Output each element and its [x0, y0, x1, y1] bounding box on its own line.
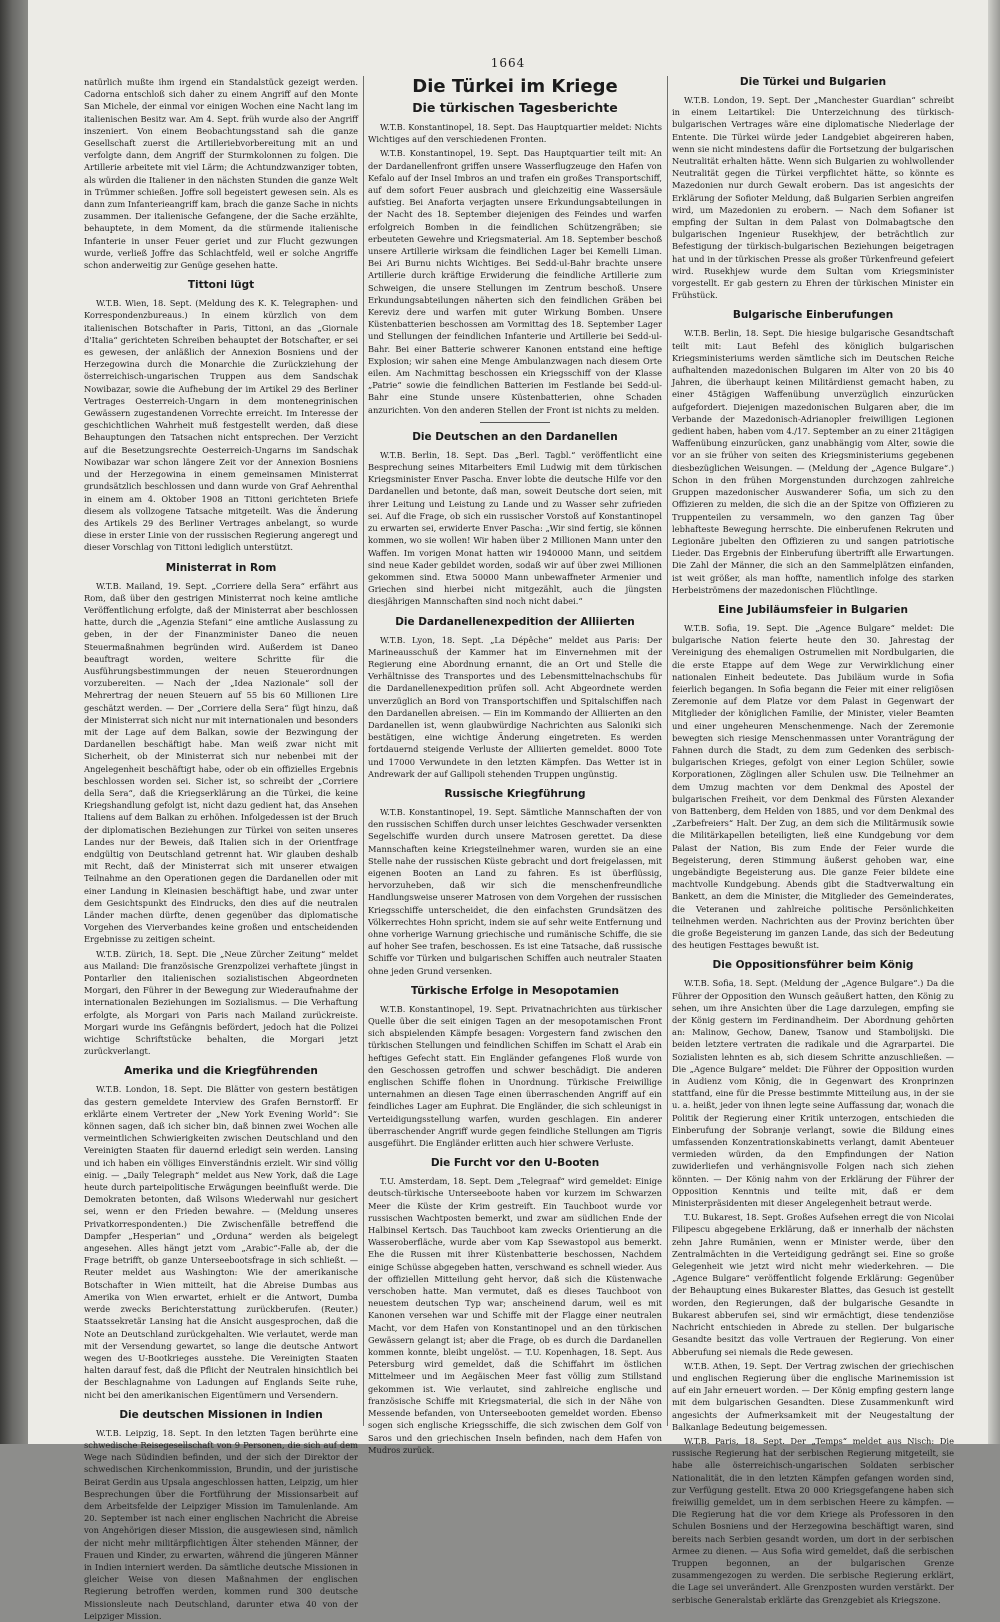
page-number: 1664: [490, 56, 526, 70]
column-right: [672, 76, 954, 1605]
article-paragraph: W.T.B. Zürich, 18. Sept. Die „Neue Zürcher Zeitung“ meldet aus Mailand: Die französische Grenzpolizei verhaftete jüngst in Pontarlier den italienischen sozialistischen Abgeordneten Morgari, den Führer in der Bewegung zur Wiederaufnahme der internationalen Beziehungen im Sozialismus. — Die Verhaftung erfolgte, als Morgari von Paris nach Mailand zurückreiste. Morgari wurde ins Gefängnis befördert, jedoch hat die Polizei wichtige Schriftstücke behalten, die Morgari jetzt zurückverlangt.: [84, 948, 358, 1057]
article-headline: Die Dardanellenexpedition der Alliierten: [395, 615, 635, 628]
article-paragraph: W.T.B. Sofia, 19. Sept. Die „Agence Bulgare“ meldet: Die bulgarische Nation feierte heute den 30. Jahrestag der Vereinigung des ehemaligen Ostrumelien mit Nordbulgarien, die die erste Etappe auf dem Wege zur Verwirklichung einer nationalen Einheit bedeutete. Das Jubiläum wurde in Sofia feierlich begangen. In Sofia begann die Feier mit einer religiösen Zeremonie auf dem Platze vor dem Palast in Gegenwart der Mitglieder der königlichen Familie, der Minister, vieler Beamten und einer ungeheuren Menschenmenge. Nach der Zeremonie bewegten sich riesige Menschenmassen unter Voranträgung der Fahnen durch die Stadt, zu dem zum Gedenken des serbisch-bulgarischen Krieges, gefolgt von einer Legion Schüler, sowie Korporationen, Zöglingen aller Schulen usw. Die Teilnehmer an dem Umzug machten vor dem Denkmal des Apostel der bulgarischen Freiheit, vor dem Denkmal des Fürsten Alexander von Battenberg, dem Helden von 1885, und vor dem Denkmal des „Zarbefreiers“ Halt. Der Zug, an dem sich die Militärmusik sowie die Militärkapellen beteiligten, ließ eine Kundgebung vor dem Palast der Nation, Bis zum Ende der Feier wurde die Begeisterung, deren Stimmung äußerst gehoben war, eine ungebändigte Begeisterung aus. Die ganze Feier bildete eine machtvolle Kundgebung. Abends gibt die Stadtverwaltung ein Bankett, an dem die Minister, die Mitglieder des Gemeinderates, die Veteranen und zahlreiche politische Persönlichkeiten teilnehmen werden. Nachrichten aus der Provinz berichten über die große Begeisterung im ganzen Lande, das sich der Bedeutung des heutigen Festtages bewußt ist.: [672, 622, 954, 951]
article-headline: Russische Kriegführung: [444, 787, 586, 800]
article-headline: Die Türkei und Bulgarien: [739, 76, 887, 88]
article-paragraph: T.U. Amsterdam, 18. Sept. Dem „Telegraaf“ wird gemeldet: Einige deutsch-türkische Unterseeboote haben vor kurzem im Schwarzen Meer die Küste der Krim gestreift. Ein Tauchboot wurde vor russischen Wachtposten bemerkt, und zwar am südlichen Ende der Halbinsel Kertsch. Das Tauchboot kam zwecks Orientierung an die Wasseroberfläche, wurde aber vom Kap Ssewastopol aus bemerkt. Ehe die Russen mit ihrer Küstenbatterie beschossen, Nachdem einige Schüsse abgegeben hatten, verschwand es schnell wieder. Aus der offiziellen Mitteilung geht hervor, daß sich die Küstenwache verschoben hatte. Man vermutet, daß es dieses Tauchboot von neuestem deutschen Typ war; anscheinend darum, weil es mit Kanonen versehen war und Schiffe mit der Flagge einer neutralen Macht, vor dem Hafen von Konstantinopel und an den türkischen Gewässern gelangt ist; aber die Frage, ob es durch die Dardanellen kommen konnte, bleibt ungelöst. — T.U. Kopenhagen, 18. Sept. Aus Petersburg wird gemeldet, daß die Schiffahrt im östlichen Mittelmeer und im Aegäischen Meer fast völlig zum Stillstand gekommen ist. Wie verlautet, sind zahlreiche englische und französische Schiffe mit Kriegsmaterial, die sich in der Nähe von Messende befanden, von Unterseebooten gemeldet worden. Ebenso sogen sich englische Kriegsschiffe, die sich zwischen dem Golf von Saros und den griechischen Inseln befinden, nach dem Hafen von Mudros zurück.: [368, 1176, 662, 1455]
article-paragraph: W.T.B. London, 18. Sept. Die Blätter von gestern bestätigen das gestern gemeldete Interview des Grafen Bernstorff. Er erklärte einem Vertreter der „New York Evening World“: Sie können sagen, daß ich sicher bin, daß binnen zwei Wochen alle vermeintlichen Schwierigkeiten zwischen Deutschland und den Vereinigten Staaten für dauernd erledigt sein werden. Lansing und ich haben ein völliges Einverständnis erzielt. Wir sind völlig einig. — „Daily Telegraph“ meldet aus New York, daß die Lage heute durch parteipolitische Erwägungen beeinflußt werde. Die Demokraten betonten, daß Wilsons Wiederwahl nur gesichert sei, wenn er den Frieden bewahre. — (Meldung unseres Privatkorrespondenten.) Die Zwischenfälle betreffend die Dampfer „Hesperian“ und „Orduna“ werden als beigelegt angesehen. Alles hängt jetzt vom „Arabic“-Falle ab, der die Frage betrifft, ob ganze Unterseebootsfrage in sich schließt. — Reuter meldet aus Washington: Wie der amerikanische Botschafter in Wien mitteilt, hat die Abreise Dumbas aus Amerika von Wien erwartet, erhielt er die Antwort, Dumba werde zwecks Berichterstattung zurückberufen. (Reuter.) Staatssekretär Lansing hat die Ansicht ausgesprochen, daß die Note an Deutschland zurückgehalten. Wie verlautet, werde man mit der Versendung gewartet, so lange die deutsche Antwort wegen des U-Bootkrieges ausstehe. Die Vereinigten Staaten halten darauf fest, daß die Pflicht der Neutralen hinsichtlich bei der Beschlagnahme von Ladungen auf Englands Seite ruhe, nicht bei den amerikanischen Eigentümern und Versendern.: [84, 1084, 358, 1400]
article-headline: Türkische Erfolge in Mesopotamien: [411, 984, 619, 997]
main-headline: Die Türkei im Kriege: [412, 76, 618, 97]
article-headline: Die Oppositionsführer beim König: [712, 959, 914, 972]
article-paragraph: W.T.B. Leipzig, 18. Sept. In den letzten Tagen berührte eine schwedische Reisegesellschaft von 9 Personen, die sich auf dem Wege nach Südindien befinden, und der sich der Direktor der schwedischen Kirchenkommission, Brundin, und der juristische Beirat Gerdin aus Upsala angeschlossen hatten, Leipzig, um hier Besprechungen über die Fortführung der Missionsarbeit auf dem Arbeitsfelde der Leipziger Mission im Tamulenlande. Am 20. September ist nach einer englischen Nachricht die Abreise von Angehörigen dieser Mission, die ausgewiesen sind, nämlich der nicht mehr militärpflichtigen Älter stehenden Männer, der Frauen und Kinder, zu erwarten, während die jüngeren Männer in Indien interniert werden. Da sämtliche deutsche Missionen in gleicher Weise von diesen Maßnahmen der englischen Regierung betroffen werden, kommen rund 300 deutsche Missionsleute nach Deutschland, darunter etwa 40 von der Leipziger Mission.: [84, 1427, 358, 1621]
column-left: [84, 76, 358, 1621]
section-separator: [480, 422, 550, 423]
article-paragraph: W.T.B. Lyon, 18. Sept. „La Dépêche“ meldet aus Paris: Der Marineausschuß der Kammer hat im Einvernehmen mit der Regierung eine Abordnung ernannt, die an Ort und Stelle die Verhältnisse des Transportes und des Lebensmittelnachschubs für die Dardanellenexpedition prüfen soll. Acht Abgeordnete werden unverzüglich an Bord von Transportschiffen und Spitalschiffen nach den Dardanellen abreisen. — Ein im Kommando der Alliierten an den Dardanellen ist, wenn glaubwürdige Nachrichten aus Saloniki sich bestätigen, eine wichtige Änderung eingetreten. Es werden fortdauernd steigende Verluste der Alliierten gemeldet. 8000 Tote und 17000 Verwundete in den letzten Kämpfen. Das Wetter ist in Andrewark der auf Gallipoli stehenden Truppen ungünstig.: [368, 634, 662, 779]
column-divider: [363, 76, 364, 1426]
section-subheadline: Die türkischen Tagesberichte: [412, 100, 618, 115]
article-headline: Die Furcht vor den U-Booten: [430, 1157, 600, 1170]
book-binding-shadow: [0, 0, 28, 1444]
article-headline: Tittoni lügt: [187, 279, 255, 292]
article-headline: Die Deutschen an den Dardanellen: [412, 430, 618, 443]
article-paragraph: W.T.B. Berlin, 18. Sept. Das „Berl. Tagbl.“ veröffentlicht eine Besprechung seines Mitarbeiters Emil Ludwig mit dem türkischen Kriegsminister Enver Pascha. Enver lobte die deutsche Hilfe vor den Dardanellen und betonte, daß man, soweit Deutsche dort seien, mit ihrer Leitung und Leistung zu Lande und zu Wasser sehr zufrieden sei. Auf die Frage, ob sich ein russischer Vorstoß auf Konstantinopel zu erwarten sei, erwiderte Enver Pascha: „Wir sind fertig, sie können kommen, wo sie wollen! Wir haben über 2 Millionen Mann unter den Waffen. Im vorigen Monat hatten wir 1940000 Mann, und seitdem sind neue Kader gebildet worden, sodaß wir auf über zwei Millionen gekommen sind. Etwa 50000 Mann unbewaffneter Armenier und Griechen sind hierbei nicht mitgezählt, auch die jüngsten diesjährigen Mannschaften sind noch nicht dabei.“: [368, 449, 662, 607]
column-middle: [368, 76, 662, 1455]
article-headline: Eine Jubiläumsfeier in Bulgarien: [718, 603, 908, 616]
newspaper-page: [28, 0, 988, 1621]
article-paragraph: natürlich mußte ihm irgend ein Standalstück gezeigt werden. Cadorna entschloß sich daher zu einem Angriff auf den Monte San Michele, der einmal vor einigen Wochen eine Nacht lang im italienischen Besitz war. Am 4. Sept. früh wurde also der Angriff inszeniert. Von einem Beobachtungsstand sah die ganze Gesellschaft zuerst die Artilleriebvorbereitung mit an und verfolgte dann, dem Angriff der Sturmkolonnen zu folgen. Die Artillerie arbeitete mit viel Lärm; die Achtundzwanziger tobten, als würden die Italiener in den nächsten Stunden die ganze Welt in Trümmer schießen. Joffre soll begeistert gewesen sein. Als es dann zum Infanterieangriff kam, brach die ganze Sache in nichts zusammen. Der italienische Gefangene, der die Sache erzählte, behauptete, in dem Moment, da die stürmende italienische Infanterie in unser Feuer geriet und zur Flucht gezwungen wurde, verließ Joffre das Schlachtfeld, weil er solche Angriffe schon anderweitig zur Genüge gesehen hatte.: [84, 77, 358, 271]
article-headline: Ministerrat in Rom: [165, 561, 277, 574]
article-headline: Die deutschen Missionen in Indien: [119, 1408, 323, 1421]
article-paragraph: T.U. Bukarest, 18. Sept. Großes Aufsehen erregt die von Nicolai Filipescu abgegebene Erklärung, daß er innerhalb der nächsten zehn Jahre Rumänien, wenn er Minister werde, über den Zentralmächten in die Verteidigung gedrängt sei. Eine so große Gelegenheit wie jetzt wird nicht mehr wiederkehren. — Die „Agence Bulgare“ veröffentlicht folgende Erklärung: Gegenüber der Behauptung eines Bukarester Blattes, das Gesuch ist gestellt worden, den Regierungen, daß der bulgarische Gesandte in Bukarest abberufen sei, sind wir ermächtigt, diese tendenziöse Nachricht entschieden in Abrede zu stellen. Der bulgarische Gesandte besitzt das volle Vertrauen der Regierung. Von einer Abberufung sei niemals die Rede gewesen.: [672, 1212, 954, 1357]
article-paragraph: W.T.B. Konstantinopel, 19. Sept. Das Hauptquartier teilt mit: An der Dardanellenfront griffen unsere Wasserflugzeuge den Hafen von Kefalo auf der Insel Imbros an und trafen ein großes Transportschiff, auf dem sofort Feuer ausbrach und gleichzeitig eine Wassersäule aufstieg. Bei Anaforta verjagten unsere Erkundungsabteilungen in der Nacht des 18. September diejenigen des Feindes und warfen erfolgreich Bomben in die feindlichen Schützengräben; sie erbeuteten Gewehre und Kriegsmaterial. Am 18. September beschoß unsere Artillerie wirksam die feindlichen Lager bei Kemelli Liman. Bei Ari Burnu nichts Wichtiges. Bei Sedd-ul-Bahr brachte unsere Artillerie durch kräftige Erwiderung die feindliche Artillerie zum Schweigen, die unsere Stellungen im Zentrum beschoß. Unsere Erkundungsabteilungen näherten sich den feindlichen Gräben bei Kereviz dere und warfen mit guter Wirkung Bomben. Unsere Küstenbatterien beschossen am Vormittag des 18. September Lager und Stellungen der feindlichen Infanterie und Artillerie bei Sedd-ul-Bahr. Bei einer Batterie schwerer Kanonen entstand eine heftige Explosion; wir sahen eine Menge Ambulanzwagen nach diesem Orte eilen. Am Nachmittag beschossen ein Kriegsschiff von der Klasse „Patrie“ sowie die feindlichen Batterien im Festlande bei Sedd-ul-Bahr eine Stunde unsere Küstenbatterien, ohne Schaden anzurichten. Von den anderen Stellen der Front ist nichts zu melden.: [368, 148, 662, 415]
article-headline: Bulgarische Einberufungen: [732, 309, 894, 322]
article-paragraph: W.T.B. Berlin, 18. Sept. Die hiesige bulgarische Gesandtschaft teilt mit: Laut Befehl des königlich bulgarischen Kriegsministeriums werden sämtliche sich im Deutschen Reiche aufhaltenden mazedonischen Bulgaren im Alter von 20 bis 40 Jahren, die überhaupt keinen Militärdienst gemacht haben, zu einer 45tägigen Waffenübung unverzüglich einzurücken aufgefordert. Diejenigen mazedonischen Bulgaren aber, die im Verbande der Mazedonisch-Adrianopler freiwilligen Legionen gedient haben, haben vom 4./17. September an zu einer 21tägigen Waffenübung einzurücken, ganz unabhängig vom Alter, sowie die vor an sie früher von seiten des Kriegsministeriums gegebenen diesbezüglichen Weisungen. — (Meldung der „Agence Bulgare“.) Schon in den frühen Morgenstunden durchzogen zahlreiche Gruppen mazedonischer Auswanderer Sofia, um sich zu den Offizieren zu melden, die sich die an der Spitze von Offizieren zu Truppenteilen zu versammeln, wo den ganzen Tag über lebhafteste Bewegung herrschte. Die einberufenen Rekruten und Legionäre jubelten den Offizieren zu und sangen patriotische Lieder. Das Ergebnis der Einberufung übertrifft alle Erwartungen. Die Zahl der Männer, die sich an den Sammelplätzen einfanden, ist weit größer, als man hoffte, namentlich infolge des starken Herbeiströmens der mazedonischen Flüchtlinge.: [672, 328, 954, 595]
page-edge: [988, 0, 1000, 1444]
article-paragraph: W.T.B. Konstantinopel, 19. Sept. Sämtliche Mannschaften der von den russischen Schiffen durch unser leichtes Geschwader versenkten Segelschiffe wurden durch unsere Matrosen gerettet. Da diese Mannschaften keine Kriegsteilnehmer waren, wurden sie an eine Stelle nahe der russischen Küste gebracht und dort freigelassen, mit eigenen Booten an Land zu fahren. Es ist überflüssig, hervorzuheben, daß wir sich die menschenfreundliche Handlungsweise unserer Matrosen von dem Vorgehen der russischen Kriegsschiffe unterscheidet, die den einfachsten Grundsätzen des Völkerrechtes Hohn spricht, indem sie auf sehr weite Entfernung und ohne vorherige Warnung griechische und rumänische Schiffe, die sie auf hoher See trafen, beschossen. Es ist eine Tatsache, daß russische Schiffe vor Türken und bulgarischen Schiffen auch neutraler Staaten ohne jeden Grund versenken.: [368, 806, 662, 976]
article-paragraph: W.T.B. Paris, 18. Sept. Der „Temps“ meldet aus Nisch: Die russische Regierung hat der serbischen Regierung mitgeteilt, sie habe alle österreichisch-ungarischen Soldaten serbischer Nationalität, die in den letzten Kämpfen gefangen worden sind, zur Verfügung gestellt. Etwa 20 000 Kriegsgefangene haben sich freiwillig gemeldet, um in dem serbischen Heere zu kämpfen. — Die Regierung hat die vor dem Kriege als Professoren in den Schulen Bosniens und der Herzegowina beschäftigt waren, sind bereits nach Serbien gesandt worden, um dort in der serbischen Armee zu dienen. — Aus Sofia wird gemeldet, daß die serbischen Truppen begonnen, an der bulgarischen Grenze zusammengezogen zu werden. Die serbische Regierung erklärt, die Lage sei unverändert. Alle Grenzposten wurden verstärkt. Der serbische Generalstab erklärte das Grenzgebiet als Kriegszone.: [672, 1435, 954, 1605]
article-headline: Amerika und die Kriegführenden: [124, 1065, 318, 1078]
article-paragraph: W.T.B. Mailand, 19. Sept. „Corriere della Sera“ erfährt aus Rom, daß über den gestrigen Ministerrat noch keine amtliche Veröffentlichung erfolgte, daß der Ministerrat aber beschlossen hatte, durch die „Agenzia Stefani“ eine amtliche Auslassung zu geben, in der der Finanzminister Daneo die neuen Steuermaßnahmen begründen wird. Außerdem ist Daneo beauftragt worden, weitere Schritte für die Ausführungsbestimmungen der neuen Steuerordnungen vorzubereiten. — Nach der „Idea Nazionale“ soll der Mehrertrag der neuen Steuern auf 55 bis 60 Millionen Lire geschätzt werden. — Der „Corriere della Sera“ fügt hinzu, daß der Ministerrat sich nicht nur mit internationalen und besonders mit der Lage auf dem Balkan, sowie der Bezwingung der Dardanellen beschäftigt habe. Man weiß zwar nicht mit Sicherheit, ob der Ministerrat sich nur nebenbei mit der Angelegenheit beschäftigt habe, oder ob ein offizielles Ergebnis beschlossen worden sei. Sicher ist, so schreibt der „Corriere della Sera“, daß die Kriegserklärung an die Türkei, die keine Kriegshandlung gefolgt ist, nicht dazu gedient hat, das Ansehen Italiens auf dem Balkan zu erhöhen. Infolgedessen ist der Bruch der diplomatischen Beziehungen zur Türkei von seiten unseres Landes nur der Beweis, daß Italien sich in der Orientfrage endgültig von Deutschland getrennt hat. Wir glauben deshalb mit Recht, daß der Ministerrat sich mit unserer etwaigen Teilnahme an den Operationen gegen die Dardanellen oder mit einer Landung in Kleinasien beschäftigt habe, und zwar unter dem Gesichtspunkt des Eindrucks, den dies auf die neutralen Länder machen dürfte, denen gegenüber das diplomatische Vorgehen des Vierverbandes keine großen und entscheidenden Ergebnisse zu zeitigen scheint.: [84, 580, 358, 945]
column-divider: [667, 76, 668, 1426]
article-paragraph: W.T.B. Sofia, 18. Sept. (Meldung der „Agence Bulgare“.) Da die Führer der Opposition den Wunsch geäußert hatten, den König zu sehen, um ihre Ansichten über die Lage darzulegen, empfing sie der König gestern im Ferdinandheim. Der Abordnung gehörten an: Malinow, Gechow, Danew, Tsanow und Stambolijski. Die beiden letztere vertraten die radikale und die Agrarpartei. Die Sozialisten lehnten es ab, sich diesem Schritte anzuschließen. — Die „Agence Bulgare“ meldet: Die Führer der Opposition wurden in Audienz vom König, die in Gegenwart des Kronprinzen stattfand, eine für die Presse bestimmte Mitteilung aus, in der sie u. a. heißt, jeder von ihnen legte seine Auffassung dar, wonach die Politik der Regierung einer Kritik unterzogen, entschieden die Einberufung der Sobranje verlangt, sowie die Bildung eines umfassenden Konzentrationskabinetts verlangt, damit Abenteuer vermieden würden, da den Empfindungen der Nation zuwiderliefen und verhängnisvolle Folgen nach sich ziehen könnten. — Der König nahm von der Erklärung der Führer der Opposition Kenntnis und teilte mit, daß er dem Ministerpräsidenten mit dieser Angelegenheit betraut werde.: [672, 978, 954, 1209]
article-paragraph: W.T.B. Konstantinopel, 18. Sept. Das Hauptquartier meldet: Nichts Wichtiges auf den verschiedenen Fronten.: [368, 122, 662, 145]
article-paragraph: W.T.B. Wien, 18. Sept. (Meldung des K. K. Telegraphen- und Korrespondenzbureaus.) In einem kürzlich von dem italienischen Botschafter in Paris, Tittoni, an das „Giornale d'Italia“ gerichteten Schreiben behauptet der Botschafter, er sei es gewesen, der anläßlich der Annexion Bosniens und der Herzegowina durch die Monarchie die Zurückziehung der österreichisch-ungarischen Truppen aus dem Sandschak Nowibazar, sowie die Aufhebung der im Artikel 29 des Berliner Vertrages Oesterreich-Ungarn in dem montenegrinischen Gewässern zugestandenen Vorrechte erreicht. Im Interesse der geschichtlichen Wahrheit muß festgestellt werden, daß diese Behauptungen den Tatsachen nicht entsprechen. Der Verzicht auf die Besetzungsrechte Oesterreich-Ungarns im Sandschak Nowibazar war schon längere Zeit vor der Annexion Bosniens und der Herzegowina in einem gemeinsamen Ministerrat grundsätzlich beschlossen und dann wurde von Graf Aehrenthal in einem am 4. Oktober 1908 an Tittoni gerichteten Briefe diesem als vollzogene Tatsache mitgeteilt. Was die Änderung des Artikels 29 des Berliner Vertrages anbelangt, so wurde diese in erster Linie von der russischen Regierung angeregt und dieser Vorschlag von Tittoni lediglich unterstützt.: [84, 298, 358, 553]
article-paragraph: W.T.B. Konstantinopel, 19. Sept. Privatnachrichten aus türkischer Quelle über die seit einigen Tagen an der mesopotamischen Front sich abspielenden Kämpfe besagen: Vorgestern fand zwischen den türkischen Stellungen und feindlichen Schiffen im Schatt el Arab ein heftiges Gefecht statt. Ein Engländer gefangenes Floß wurde von den Geschossen getroffen und schwer beschädigt. Die anderen englischen Schiffe flohen in Unordnung. Türkische Freiwillige unternahmen an diesen Tage einen überraschenden Angriff auf ein feindliches Lager am Euphrat. Die Engländer, die sich schleunigst in Verteidigungsstellung warfen, wurden geschlagen. Ein anderer überraschender Angriff wurde gegen feindliche Stellungen am Tigris ausgeführt. Die Engländer erlitten auch hier schwere Verluste.: [368, 1003, 662, 1149]
article-paragraph: W.T.B. London, 19. Sept. Der „Manchester Guardian“ schreibt in einem Leitartikel: Die Unterzeichnung des türkisch-bulgarischen Vertrages wäre eine diplomatische Niederlage der Entente. Die Türkei würde jeder Landgebiet abgeireren haben, wenn sie nicht mindestens dafür die Fortsetzung der bulgarischen Neutralität erhalten hätte. Wenn sich Bulgarien zu wohlwollender Neutralität gegen die Türkei verpflichtet hätte, so könnte es Mazedonien nur durch Gewalt erobern. Das ist angesichts der Erklärung der Sofioter Meldung, daß Bulgarien Serbien angreifen wird, um Mazedonien zu erobern. — Nach dem Sofianer ist empfing der Sultan in dem Palast von Dolmabagtsche den bulgarischen Ingenieur Rusekhjew, der beträchtlich zur Befestigung der türkisch-bulgarischen Beziehungen beigetragen hat und in der türkischen Presse als großer Türkenfreund gefeiert wird. Rusekhjew wurde dem Sultan vom Kriegsminister vorgestellt. Er gab gestern zu Ehren der türkischen Minister ein Frühstück.: [672, 95, 954, 301]
article-paragraph: W.T.B. Athen, 19. Sept. Der Vertrag zwischen der griechischen und englischen Regierung über die englische Marinemission ist auf ein Jahr erneuert worden. — Der König empfing gestern lange mit dem bulgarischen Gesandten. Diese Zusammenkunft wird angesichts der Aufmerksamkeit mit der Neugestaltung der Balkanlage Bedeutung beigemessen.: [672, 1360, 954, 1432]
